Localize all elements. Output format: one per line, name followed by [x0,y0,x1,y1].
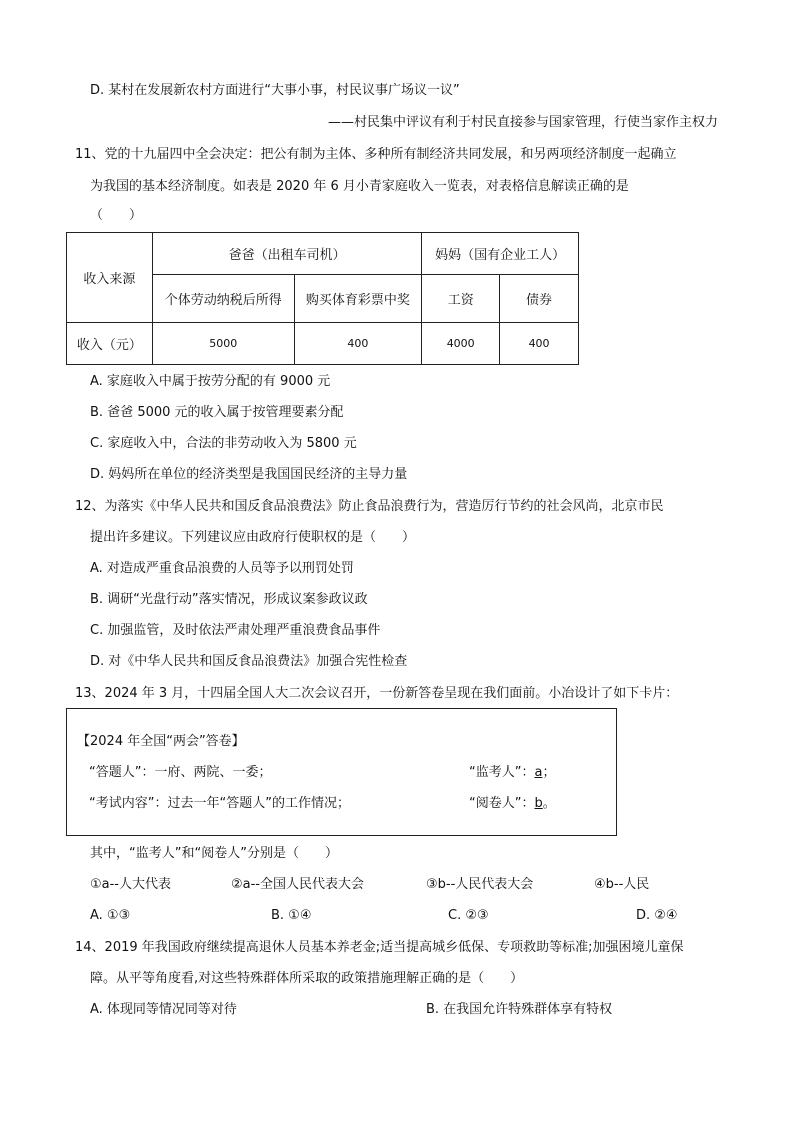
q13-choice-d: D. ②④ [636,908,678,923]
table-subheader: 工资 [422,275,500,323]
q11-option-d: D. 妈妈所在单位的经济类型是我国国民经济的主导力量 [90,467,408,482]
q13-question: 其中，“监考人”和“阅卷人”分别是（ ） [90,846,338,861]
q11-stem-line3: （ ） [90,208,143,223]
card-grader-value: b [534,796,543,811]
q11-option-a: A. 家庭收入中属于按劳分配的有 9000 元 [90,374,331,389]
q10-option-d: D. 某村在发展新农村方面进行“大事小事，村民议事广场议一议” [90,83,460,98]
card-content: “考试内容”：过去一年“答题人”的工作情况； [89,796,350,811]
table-cell: 400 [500,323,579,365]
card-title: 【2024 年全国“两会”答卷】 [77,734,245,749]
card-grader [469,795,556,813]
table-cell: 4000 [422,323,500,365]
q11-option-c: C. 家庭收入中，合法的非劳动收入为 5800 元 [90,436,357,451]
q11-stem-line2: 为我国的基本经济制度。如表是 2020 年 6 月小青家庭收入一览表，对表格信息解读正确的是 [90,179,629,194]
q12-stem-line1: 12、为落实《中华人民共和国反食品浪费法》防止食品浪费行为，营造厉行节约的社会风尚，北京市民 [75,499,664,514]
table-subheader: 债券 [500,275,579,323]
q13-stem: 13、2024 年 3 月，十四届全国人大二次会议召开，一份新答卷呈现在我们面前。小冶设计了如下卡片： [75,686,679,701]
q12-option-d: D. 对《中华人民共和国反食品浪费法》加强合宪性检查 [90,654,408,669]
q12-option-a: A. 对造成严重食品浪费的人员等予以刑罚处罚 [90,561,354,576]
card-proctor-end: ； [542,765,556,780]
table-subheader: 购买体育彩票中奖 [294,275,422,323]
card-proctor-label: “监考人”： [469,765,535,780]
q11-stem-line1: 11、党的十九届四中全会决定：把公有制为主体、多种所有制经济共同发展，和另两项经济制度一起确立 [75,147,677,162]
q14-option-b: B. 在我国允许特殊群体享有特权 [426,1002,613,1017]
q12-stem-line2: 提出许多建议。下列建议应由政府行使职权的是（ ） [90,530,416,545]
q13-statement-4: ④b--人民 [594,877,650,892]
table-dad-header: 爸爸（出租车司机） [152,233,421,275]
q12-option-c: C. 加强监管，及时依法严肃处理严重浪费食品事件 [90,623,381,638]
card-proctor-value: a [534,765,543,780]
q10-option-d-analysis: ——村民集中评议有利于村民直接参与国家管理，行使当家作主权力 [327,115,718,130]
q13-card [66,708,617,836]
q13-statement-2: ②a--全国人民代表大会 [231,877,365,892]
q11-option-b: B. 爸爸 5000 元的收入属于按管理要素分配 [90,405,344,420]
q13-statement-3: ③b--人民代表大会 [426,877,534,892]
table-subheader: 个体劳动纳税后所得 [152,275,294,323]
q13-choice-b: B. ①④ [271,908,312,923]
q13-choice-c: C. ②③ [448,908,489,923]
table-mom-header: 妈妈（国有企业工人） [422,233,579,275]
card-answerer: “答题人”：一府、两院、一委； [89,765,272,780]
table-income-label: 收入（元） [67,323,153,365]
table-cell: 5000 [152,323,294,365]
q14-stem-line2: 障。从平等角度看,对这些特殊群体所采取的政策措施理解正确的是（ ） [90,971,524,986]
card-grader-label: “阅卷人”： [469,796,535,811]
q13-statement-1: ①a--人大代表 [90,877,172,892]
q14-stem-line1: 14、2019 年我国政府继续提高退休人员基本养老金;适当提高城乡低保、专项救助等标准;加强困境儿童保 [75,940,684,955]
q14-option-a: A. 体现同等情况同等对待 [90,1002,237,1017]
table-row-header: 收入来源 [67,233,153,323]
income-table [66,232,579,365]
q13-choice-a: A. ①③ [90,908,131,923]
card-grader-end: 。 [542,796,556,811]
card-proctor [469,764,555,782]
q12-option-b: B. 调研“光盘行动”落实情况，形成议案参政议政 [90,592,368,607]
table-cell: 400 [294,323,422,365]
